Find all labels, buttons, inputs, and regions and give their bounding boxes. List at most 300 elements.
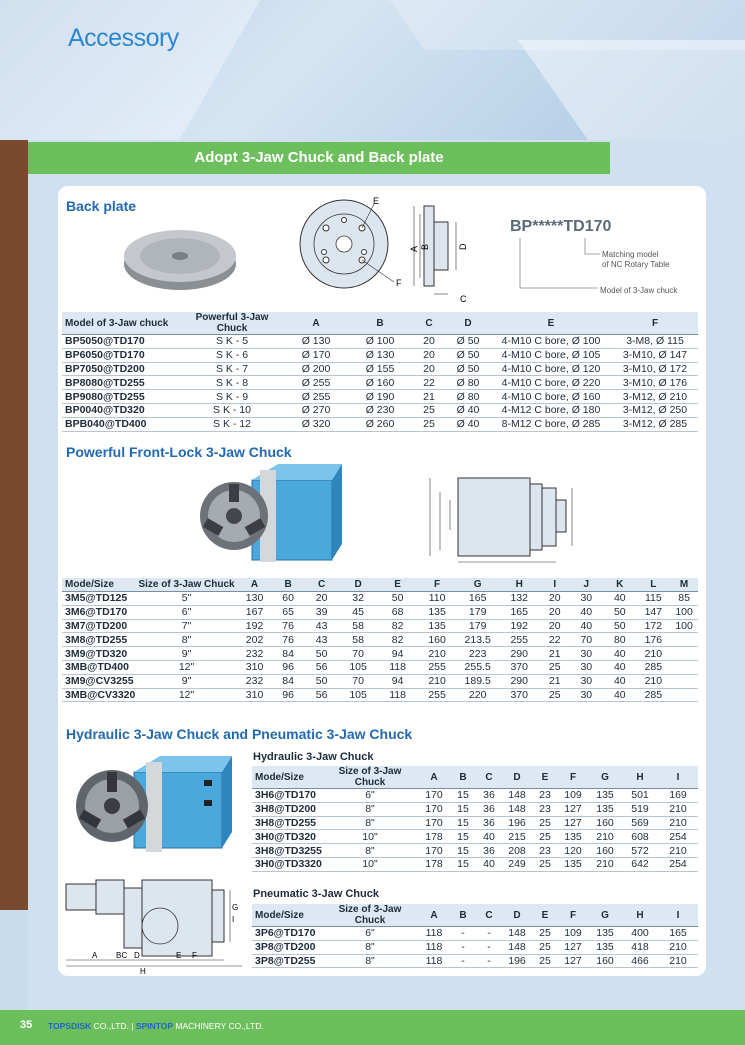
table-cell: 255 (417, 688, 457, 702)
page-header (0, 0, 745, 140)
table-cell: 569 (622, 816, 658, 830)
column-header: A (418, 904, 450, 927)
column-header: Powerful 3-Jaw Chuck (180, 312, 284, 335)
table-cell: 9" (135, 674, 237, 688)
table-cell: 50 (603, 619, 637, 633)
column-header: E (532, 904, 558, 927)
table-cell: 56 (305, 688, 339, 702)
table-row (62, 417, 698, 431)
table-cell: 210 (658, 802, 698, 816)
table-cell: S K - 9 (180, 390, 284, 404)
table-cell: Ø 50 (446, 335, 490, 349)
table-cell: 165 (658, 927, 698, 941)
table-cell: Ø 260 (348, 417, 412, 431)
table-row (62, 605, 698, 619)
table-row (252, 816, 698, 830)
table-cell: 4-M10 C bore, Ø 100 (490, 335, 612, 349)
table-cell: 40 (570, 619, 604, 633)
table-cell: Ø 230 (348, 403, 412, 417)
column-header: F (417, 578, 457, 592)
table-cell: 84 (271, 647, 305, 661)
table-cell: 109 (558, 927, 588, 941)
table-cell: Ø 200 (284, 362, 348, 376)
table-cell: 170 (418, 816, 450, 830)
table-cell: 6" (135, 605, 237, 619)
backplate-title: Back plate (66, 198, 137, 214)
table-cell: 15 (450, 830, 476, 844)
table-cell: 50 (378, 592, 417, 606)
table-cell: 5" (135, 592, 237, 606)
column-header: Mode/Size (252, 766, 322, 789)
table-cell: 40 (570, 605, 604, 619)
table-row (252, 927, 698, 941)
table-cell: BP6050@TD170 (62, 348, 180, 362)
table-cell: 60 (271, 592, 305, 606)
column-header: D (338, 578, 378, 592)
table-cell: 32 (338, 592, 378, 606)
table-cell: 96 (271, 688, 305, 702)
column-header: F (558, 904, 588, 927)
table-cell: 160 (417, 633, 457, 647)
table-cell: 127 (558, 802, 588, 816)
dim-label-b: B (420, 243, 430, 250)
column-header: A (418, 766, 450, 789)
table-cell: 4-M10 C bore, Ø 160 (490, 390, 612, 404)
column-header: D (502, 766, 532, 789)
table-cell: 202 (238, 633, 272, 647)
table-cell: 100 (670, 605, 698, 619)
table-cell: 172 (637, 619, 671, 633)
table-cell: 210 (658, 844, 698, 858)
column-header: I (658, 904, 698, 927)
table-cell: 40 (603, 647, 637, 661)
table-cell: 8" (322, 816, 418, 830)
column-header: C (476, 766, 502, 789)
table-cell: 135 (588, 940, 622, 954)
table-row (62, 390, 698, 404)
table-cell: 165 (457, 592, 499, 606)
table-cell: 15 (450, 844, 476, 858)
table-cell: 20 (540, 592, 570, 606)
backplate-table (62, 312, 698, 432)
column-header: B (348, 312, 412, 335)
table-cell: 3-M8, Ø 115 (612, 335, 698, 349)
table-cell: 400 (622, 927, 658, 941)
table-cell: 65 (271, 605, 305, 619)
table-cell: 43 (305, 633, 339, 647)
table-cell: Ø 155 (348, 362, 412, 376)
table-cell: 25 (532, 857, 558, 871)
frontlock-table (62, 578, 698, 702)
table-cell: Ø 40 (446, 403, 490, 417)
dim-label-d: D (458, 243, 468, 250)
column-header: A (238, 578, 272, 592)
dim-label-e: E (373, 196, 380, 206)
note-chuck-model: Model of 3-Jaw chuck (600, 286, 678, 295)
table-cell: 148 (502, 802, 532, 816)
footer-companies (48, 1021, 264, 1031)
table-cell: 132 (498, 592, 539, 606)
table-cell: 285 (637, 688, 671, 702)
frontlock-title: Powerful Front-Lock 3-Jaw Chuck (66, 444, 292, 460)
table-cell: 45 (338, 605, 378, 619)
table-cell: 20 (412, 335, 446, 349)
column-header: B (450, 904, 476, 927)
table-cell: 96 (271, 660, 305, 674)
table-cell: 6" (322, 789, 418, 803)
frontlock-photo (182, 460, 352, 570)
table-cell: 290 (498, 674, 539, 688)
table-cell: S K - 7 (180, 362, 284, 376)
table-cell: 25 (412, 417, 446, 431)
column-header: H (622, 904, 658, 927)
table-cell: 189.5 (457, 674, 499, 688)
column-header: I (540, 578, 570, 592)
table-cell: 178 (418, 830, 450, 844)
table-cell: Ø 170 (284, 348, 348, 362)
table-cell: 169 (658, 789, 698, 803)
table-cell: Ø 320 (284, 417, 348, 431)
table-cell: 25 (540, 660, 570, 674)
footer-separator: | (128, 1021, 136, 1031)
table-cell: 40 (476, 830, 502, 844)
table-cell: 40 (603, 660, 637, 674)
table-cell: 220 (457, 688, 499, 702)
dim-label-c: C (460, 294, 467, 304)
table-cell: 370 (498, 660, 539, 674)
table-cell: 254 (658, 830, 698, 844)
column-header: C (412, 312, 446, 335)
page-title: Accessory (68, 24, 179, 52)
table-cell: 23 (532, 789, 558, 803)
table-row (62, 674, 698, 688)
table-cell (670, 674, 698, 688)
table-cell: 20 (412, 362, 446, 376)
table-row (252, 802, 698, 816)
column-header: Mode/Size (62, 578, 135, 592)
table-cell: 210 (637, 647, 671, 661)
table-cell: 178 (418, 857, 450, 871)
table-header-row (252, 904, 698, 927)
table-cell: S K - 5 (180, 335, 284, 349)
table-cell: 4-M10 C bore, Ø 220 (490, 376, 612, 390)
table-cell: 3P8@TD200 (252, 940, 322, 954)
hydraulic-photo (64, 748, 244, 858)
table-cell: 208 (502, 844, 532, 858)
table-cell: 25 (532, 954, 558, 968)
table-cell: 3MB@TD400 (62, 660, 135, 674)
table-cell: 82 (378, 619, 417, 633)
table-cell: 56 (305, 660, 339, 674)
header-decoration (518, 40, 745, 140)
table-cell: Ø 190 (348, 390, 412, 404)
table-cell: 130 (238, 592, 272, 606)
table-cell: 135 (558, 857, 588, 871)
table-cell: 25 (540, 688, 570, 702)
table-cell (670, 633, 698, 647)
table-row (62, 592, 698, 606)
table-row (62, 335, 698, 349)
section-banner: Adopt 3-Jaw Chuck and Back plate (28, 142, 610, 174)
column-header: F (612, 312, 698, 335)
table-row (62, 688, 698, 702)
column-header: G (457, 578, 499, 592)
table-header-row (62, 578, 698, 592)
table-cell: 15 (450, 802, 476, 816)
table-cell: 4-M10 C bore, Ø 105 (490, 348, 612, 362)
table-cell: 127 (558, 816, 588, 830)
table-cell: 179 (457, 619, 499, 633)
column-header: D (502, 904, 532, 927)
column-header: B (450, 766, 476, 789)
table-cell: 20 (305, 592, 339, 606)
table-cell: Ø 40 (446, 417, 490, 431)
table-cell: 23 (532, 802, 558, 816)
column-header: Mode/Size (252, 904, 322, 927)
column-header: G (588, 766, 622, 789)
table-cell: Ø 100 (348, 335, 412, 349)
table-cell: 8-M12 C bore, Ø 285 (490, 417, 612, 431)
column-header: Size of 3-Jaw Chuck (135, 578, 237, 592)
table-cell: 118 (418, 954, 450, 968)
pneumatic-title: Pneumatic 3-Jaw Chuck (253, 888, 379, 900)
table-cell: 12" (135, 688, 237, 702)
table-cell: 70 (570, 633, 604, 647)
table-cell: 120 (558, 844, 588, 858)
table-cell: 30 (570, 660, 604, 674)
dim-label: F (192, 951, 197, 960)
table-cell: BP0040@TD320 (62, 403, 180, 417)
table-cell: 519 (622, 802, 658, 816)
table-cell: 148 (502, 940, 532, 954)
table-cell: 8" (322, 954, 418, 968)
table-cell: 3M9@CV3255 (62, 674, 135, 688)
table-cell: 4-M12 C bore, Ø 180 (490, 403, 612, 417)
table-cell: 36 (476, 816, 502, 830)
column-header: M (670, 578, 698, 592)
table-cell: 176 (637, 633, 671, 647)
table-cell: 8" (322, 844, 418, 858)
table-cell: 135 (588, 802, 622, 816)
table-cell: S K - 10 (180, 403, 284, 417)
table-cell: - (476, 954, 502, 968)
table-cell: 148 (502, 927, 532, 941)
table-cell: Ø 255 (284, 390, 348, 404)
table-cell: 58 (338, 619, 378, 633)
table-cell: - (450, 954, 476, 968)
table-cell: 3-M10, Ø 147 (612, 348, 698, 362)
table-cell: 572 (622, 844, 658, 858)
table-cell: 3H8@TD200 (252, 802, 322, 816)
column-header: K (603, 578, 637, 592)
table-cell: S K - 8 (180, 376, 284, 390)
table-cell: 223 (457, 647, 499, 661)
table-cell: 255 (498, 633, 539, 647)
dim-label: D (134, 951, 140, 960)
table-cell: 3-M12, Ø 285 (612, 417, 698, 431)
dim-label: E (176, 951, 182, 960)
table-cell: 118 (378, 660, 417, 674)
table-cell: - (450, 940, 476, 954)
table-cell: 642 (622, 857, 658, 871)
table-cell: 254 (658, 857, 698, 871)
column-header: B (271, 578, 305, 592)
table-cell: 20 (540, 619, 570, 633)
table-cell: - (450, 927, 476, 941)
dim-label: A (92, 951, 98, 960)
table-cell: 50 (305, 647, 339, 661)
table-cell: 70 (338, 647, 378, 661)
table-cell: 3H6@TD170 (252, 789, 322, 803)
table-row (62, 362, 698, 376)
table-cell: 8" (322, 940, 418, 954)
column-header: G (588, 904, 622, 927)
column-header: J (570, 578, 604, 592)
table-cell: 148 (502, 789, 532, 803)
backplate-code: BP*****TD170 (510, 218, 612, 235)
table-cell: 310 (238, 688, 272, 702)
table-cell: 210 (658, 816, 698, 830)
table-row (62, 376, 698, 390)
table-cell: 135 (417, 605, 457, 619)
table-cell: 25 (532, 816, 558, 830)
table-cell: 167 (238, 605, 272, 619)
table-cell: 290 (498, 647, 539, 661)
table-cell: 196 (502, 954, 532, 968)
table-cell: 215 (502, 830, 532, 844)
table-cell: BP5050@TD170 (62, 335, 180, 349)
table-cell: 3M6@TD170 (62, 605, 135, 619)
table-cell: 170 (418, 789, 450, 803)
table-cell: 232 (238, 647, 272, 661)
column-header: H (622, 766, 658, 789)
table-cell: 30 (570, 688, 604, 702)
table-cell: 15 (450, 816, 476, 830)
table-cell: 4-M10 C bore, Ø 120 (490, 362, 612, 376)
table-cell: 310 (238, 660, 272, 674)
column-header: L (637, 578, 671, 592)
table-cell: 30 (570, 592, 604, 606)
column-header: E (532, 766, 558, 789)
table-cell: 12" (135, 660, 237, 674)
table-cell: Ø 255 (284, 376, 348, 390)
table-cell: 192 (238, 619, 272, 633)
table-cell: 147 (637, 605, 671, 619)
table-cell: 249 (502, 857, 532, 871)
table-cell: 135 (417, 619, 457, 633)
table-cell: - (476, 940, 502, 954)
table-row (62, 619, 698, 633)
table-cell: 3-M12, Ø 250 (612, 403, 698, 417)
pneumatic-table (252, 904, 698, 968)
table-cell: 10" (322, 857, 418, 871)
table-cell: 7" (135, 619, 237, 633)
table-cell: 210 (658, 940, 698, 954)
table-cell: 109 (558, 789, 588, 803)
table-cell: 135 (588, 927, 622, 941)
table-cell: S K - 6 (180, 348, 284, 362)
table-cell: 3M9@TD320 (62, 647, 135, 661)
table-row (252, 940, 698, 954)
column-header: C (305, 578, 339, 592)
table-cell: 21 (540, 647, 570, 661)
table-cell: 3M5@TD125 (62, 592, 135, 606)
table-cell: 30 (570, 674, 604, 688)
table-cell: 50 (305, 674, 339, 688)
page-number: 35 (20, 1019, 33, 1031)
column-header: Model of 3-Jaw chuck (62, 312, 180, 335)
table-cell: 170 (418, 802, 450, 816)
table-cell: Ø 130 (348, 348, 412, 362)
table-cell: 105 (338, 688, 378, 702)
table-cell: Ø 80 (446, 390, 490, 404)
dim-label: I (232, 915, 235, 924)
table-cell: 40 (603, 592, 637, 606)
table-cell: 210 (588, 830, 622, 844)
table-cell: 3-M10, Ø 172 (612, 362, 698, 376)
table-cell: 3H0@TD3320 (252, 857, 322, 871)
company-1: TOPSDISK (48, 1021, 92, 1031)
table-cell: 170 (418, 844, 450, 858)
dim-label-f: F (396, 278, 402, 288)
backplate-diagram (296, 194, 496, 306)
table-cell: 76 (271, 619, 305, 633)
column-header: F (558, 766, 588, 789)
table-cell: 30 (570, 647, 604, 661)
table-cell: 608 (622, 830, 658, 844)
table-cell: - (476, 927, 502, 941)
table-cell: 105 (338, 660, 378, 674)
table-cell: 285 (637, 660, 671, 674)
table-cell: 85 (670, 592, 698, 606)
table-cell: 40 (603, 674, 637, 688)
table-cell: 118 (378, 688, 417, 702)
table-cell: 94 (378, 647, 417, 661)
backplate-photo (120, 214, 240, 294)
table-cell: 118 (418, 927, 450, 941)
dim-label: BC (116, 951, 128, 960)
column-header: Size of 3-Jaw Chuck (322, 766, 418, 789)
table-cell: 25 (532, 927, 558, 941)
table-cell: 58 (338, 633, 378, 647)
table-cell: 160 (588, 844, 622, 858)
table-row (62, 647, 698, 661)
table-cell: 68 (378, 605, 417, 619)
table-cell: 25 (412, 403, 446, 417)
table-cell: 118 (418, 940, 450, 954)
table-cell: 210 (637, 674, 671, 688)
header-decoration (0, 0, 278, 140)
column-header: Size of 3-Jaw Chuck (322, 904, 418, 927)
table-cell: 210 (588, 857, 622, 871)
table-cell: Ø 80 (446, 376, 490, 390)
table-cell: 94 (378, 674, 417, 688)
table-cell: 127 (558, 954, 588, 968)
table-cell: BPB040@TD400 (62, 417, 180, 431)
page-footer (0, 1010, 745, 1045)
hydraulic-table (252, 766, 698, 872)
table-cell: 3-M10, Ø 176 (612, 376, 698, 390)
table-cell: 466 (622, 954, 658, 968)
table-cell: 36 (476, 789, 502, 803)
column-header: C (476, 904, 502, 927)
table-cell: 179 (457, 605, 499, 619)
table-cell: 25 (532, 830, 558, 844)
table-cell: 6" (322, 927, 418, 941)
table-cell: 36 (476, 802, 502, 816)
column-header: H (498, 578, 539, 592)
table-cell: 40 (603, 688, 637, 702)
